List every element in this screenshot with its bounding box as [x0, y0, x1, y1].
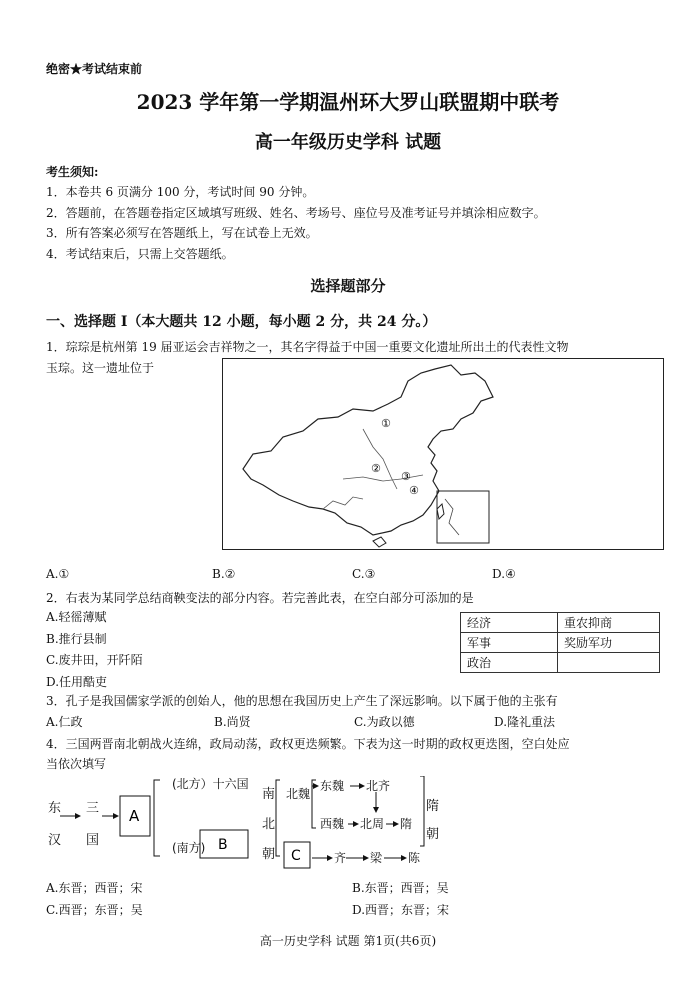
diagram-guo: 国 [86, 833, 100, 848]
q3-option-c[interactable]: C.为政以德 [354, 715, 415, 729]
diagram-south: (南方) [172, 841, 206, 855]
diagram-chao: 朝 [262, 847, 276, 862]
table-cell: 政治 [461, 653, 558, 673]
q3-option-a[interactable]: A.仁政 [46, 715, 83, 729]
diagram-beiwei: 北魏 [286, 787, 311, 801]
box-b-label: B [218, 837, 228, 853]
table-cell: 经济 [461, 613, 558, 633]
q2-option-b[interactable]: B.推行县制 [46, 632, 107, 646]
map-label-3: ③ [401, 470, 411, 483]
diagram-xiwei: 西魏 [320, 817, 345, 831]
question-4-stem-cont: 当依次填写 [46, 757, 107, 771]
page-footer: 高一历史学科 试题 第1页(共6页) [259, 934, 437, 948]
q3-option-d[interactable]: D.隆礼重法 [494, 715, 556, 729]
question-2-stem: 2．右表为某同学总结商鞅变法的部分内容。若完善此表，在空白部分可添加的是 [46, 591, 474, 605]
notice-item: 2．答题前，在答题卷指定区域填写班级、姓名、考场号、座位号及准考证号并填涂相应数字。 [46, 206, 546, 220]
notice-item: 4．考试结束后，只需上交答题纸。 [46, 247, 234, 261]
diagram-beizhou: 北周 [360, 817, 385, 831]
map-label-1: ① [381, 417, 391, 430]
diagram-chen: 陈 [408, 851, 421, 865]
q1-option-d[interactable]: D.④ [492, 567, 516, 581]
map-label-2: ② [371, 462, 381, 475]
notice-item: 1．本卷共 6 页满分 100 分，考试时间 90 分钟。 [46, 185, 315, 199]
question-1-stem-cont: 玉琮。这一遗址位于 [46, 361, 155, 375]
diagram-san: 三 [86, 801, 100, 816]
table-row [461, 633, 660, 653]
diagram-nan: 南 [262, 787, 276, 802]
diagram-dongwei: 东魏 [320, 779, 345, 793]
diagram-sui1: 隋 [400, 817, 413, 831]
q1-option-a[interactable]: A.① [46, 567, 70, 581]
q3-option-b[interactable]: B.尚贤 [214, 715, 251, 729]
q2-option-c[interactable]: C.废井田，开阡陌 [46, 653, 143, 667]
table-cell: 奖励军功 [558, 633, 660, 653]
q4-option-b[interactable]: B.东晋；西晋；吴 [352, 881, 449, 895]
diagram-han: 汉 [48, 833, 62, 848]
q4-option-d[interactable]: D.西晋；东晋；宋 [352, 903, 450, 917]
q2-option-d[interactable]: D.任用酷吏 [46, 675, 108, 689]
shang-yang-table [460, 612, 660, 673]
q4-option-a[interactable]: A.东晋；西晋；宋 [46, 881, 143, 895]
table-row [461, 613, 660, 633]
part-title: 选择题部分 [310, 277, 386, 295]
diagram-beiqi: 北齐 [366, 779, 391, 793]
table-cell-blank [558, 653, 660, 673]
diagram-sui2: 隋 [426, 799, 440, 814]
map-label-4: ④ [409, 484, 419, 497]
question-3-stem: 3．孔子是我国儒家学派的创始人，他的思想在我国历史上产生了深远影响。以下属于他的主张有 [46, 694, 558, 708]
q1-option-b[interactable]: B.② [212, 567, 236, 581]
question-4-stem: 4．三国两晋南北朝战火连绵，政局动荡，政权更迭频繁。下表为这一时期的政权更迭图，空白处应 [46, 737, 570, 751]
q2-option-a[interactable]: A.轻徭薄赋 [46, 610, 107, 624]
box-a-label: A [129, 807, 140, 825]
confidential-mark: 绝密★考试结束前 [46, 62, 143, 76]
diagram-dong: 东 [48, 801, 62, 816]
china-map-outline [223, 359, 662, 548]
china-map [222, 358, 664, 550]
diagram-bei: 北 [262, 817, 276, 832]
q1-option-c[interactable]: C.③ [352, 567, 376, 581]
regime-succession-diagram [40, 776, 460, 874]
diagram-liang: 梁 [370, 851, 383, 865]
diagram-chao2: 朝 [426, 827, 440, 842]
question-1-stem: 1．琮琮是杭州第 19 届亚运会吉祥物之一，其名字得益于中国一重要文化遗址所出土的代表性文物 [46, 340, 569, 354]
diagram-north: (北方）十六国 [172, 777, 249, 791]
section-heading: 一、选择题 Ⅰ（本大题共 12 小题，每小题 2 分，共 24 分。） [46, 314, 437, 330]
box-c-label: C [291, 848, 301, 864]
table-row [461, 653, 660, 673]
notice-heading: 考生须知: [46, 165, 99, 179]
notice-item: 3．所有答案必须写在答题纸上，写在试卷上无效。 [46, 226, 318, 240]
table-cell: 重农抑商 [558, 613, 660, 633]
q4-option-c[interactable]: C.西晋；东晋；吴 [46, 903, 143, 917]
diagram-qi: 齐 [334, 851, 347, 865]
table-cell: 军事 [461, 633, 558, 653]
exam-subtitle: 高一年级历史学科 试题 [254, 132, 442, 153]
exam-title: 2023 学年第一学期温州环大罗山联盟期中联考 [136, 90, 560, 114]
